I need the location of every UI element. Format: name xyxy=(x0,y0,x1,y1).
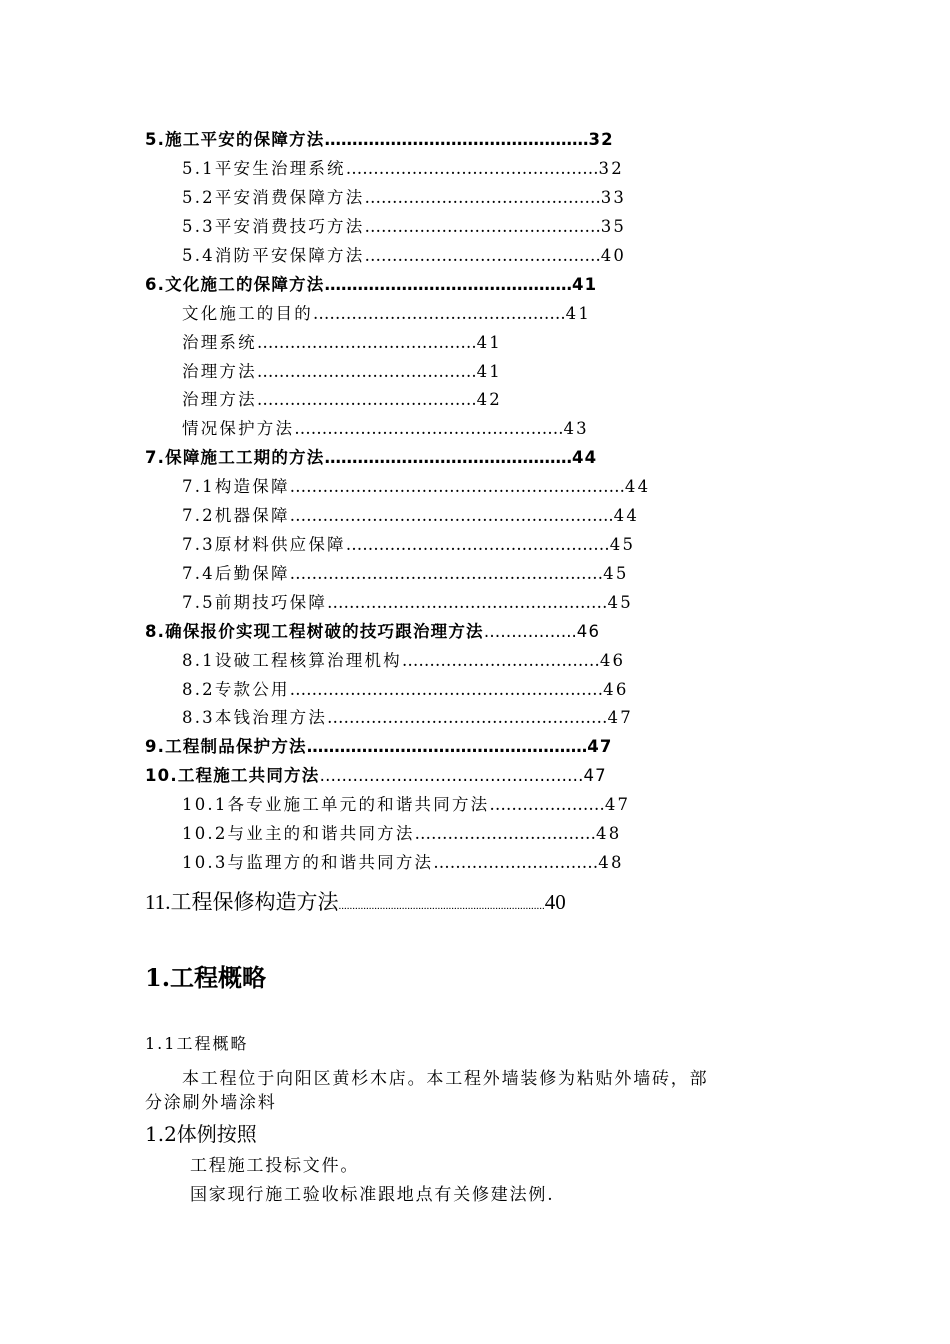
toc-page: 44 xyxy=(624,477,651,496)
toc-title: 治理方法 xyxy=(182,362,257,381)
toc-page: 48 xyxy=(596,824,622,843)
toc-title: 7.4后勤保障 xyxy=(182,564,290,583)
toc-title: 7.2机器保障 xyxy=(182,506,290,525)
toc-title: 10.1各专业施工单元的和谐共同方法 xyxy=(182,795,490,814)
toc-page: 43 xyxy=(563,419,589,438)
toc-leader: ………………………………………………… xyxy=(289,564,604,583)
toc-leader: ………………… xyxy=(489,795,605,814)
toc-title: 7.保障施工工期的方法 xyxy=(145,448,325,467)
subsection-heading: 1.2体例按照 xyxy=(145,1122,257,1146)
toc-leader: ………………………………………………….. xyxy=(289,506,614,525)
toc-title: 5.1平安生治理系统 xyxy=(182,159,346,178)
toc-entry[interactable] xyxy=(182,386,502,410)
toc-page: 42 xyxy=(476,390,502,409)
toc-page: 48 xyxy=(598,853,624,872)
toc-title: 7.5前期技巧保障 xyxy=(182,593,328,612)
toc-leader: ………………………… xyxy=(433,853,599,872)
toc-page: 47 xyxy=(587,737,613,756)
toc-page: 40 xyxy=(544,890,566,914)
toc-title: 5.3平安消费技巧方法 xyxy=(182,217,365,236)
toc-leader: ………………………………………. xyxy=(345,159,599,178)
toc-title: 8.确保报价实现工程树破的技巧跟治理方法 xyxy=(145,622,484,641)
toc-leader: …………………………………………… xyxy=(306,737,588,756)
toc-page: 44 xyxy=(571,448,598,467)
toc-entry[interactable] xyxy=(182,647,625,671)
toc-page: 46 xyxy=(603,680,629,699)
toc-page: 35 xyxy=(600,217,627,236)
toc-entry[interactable] xyxy=(145,733,613,757)
toc-leader: …………………………………. xyxy=(256,362,477,381)
toc-title: 5.2平安消费保障方法 xyxy=(182,188,365,207)
toc-leader: ………………………………………… xyxy=(345,535,610,554)
toc-title: 10.工程施工共同方法 xyxy=(145,766,320,785)
toc-title: 5.施工平安的保障方法 xyxy=(145,130,325,149)
toc-page: 41 xyxy=(565,304,592,323)
list-item: 工程施工投标文件。 xyxy=(190,1156,360,1176)
toc-entry[interactable] xyxy=(182,849,624,873)
toc-entry[interactable] xyxy=(182,704,633,728)
toc-page: 41 xyxy=(476,333,502,352)
toc-page: 32 xyxy=(598,159,624,178)
toc-leader: …………………………………………. xyxy=(294,419,564,438)
toc-leader: ........................................................................... xyxy=(338,900,545,912)
toc-entry[interactable] xyxy=(182,329,502,353)
toc-page: 47 xyxy=(607,708,633,727)
toc-title: 7.1构造保障 xyxy=(182,477,290,496)
paragraph-line: 分涂刷外墙涂料 xyxy=(145,1093,277,1113)
toc-leader: …………………………………. xyxy=(256,333,477,352)
toc-entry[interactable] xyxy=(182,184,626,208)
toc-leader: …………………………………. xyxy=(256,390,477,409)
toc-leader: ……………………………………. xyxy=(364,246,601,265)
toc-page: 41 xyxy=(476,362,502,381)
toc-page: 47 xyxy=(583,766,607,785)
toc-title: 情况保护方法 xyxy=(182,419,295,438)
toc-leader: ……………………………………. xyxy=(364,188,601,207)
toc-title: 8.2专款公用 xyxy=(182,680,290,699)
toc-page: 46 xyxy=(576,622,601,641)
toc-leader: ……………………………………… xyxy=(324,275,572,294)
toc-entry[interactable] xyxy=(182,242,626,266)
toc-entry[interactable] xyxy=(145,762,607,786)
toc-page: 44 xyxy=(613,506,640,525)
toc-entry[interactable] xyxy=(145,618,600,642)
toc-leader: ……………………………………… xyxy=(324,448,572,467)
toc-leader: ……………………………………. xyxy=(364,217,601,236)
toc-entry[interactable] xyxy=(145,886,566,916)
paragraph-line: 本工程位于向阳区黄杉木店。本工程外墙装修为粘贴外墙砖，部 xyxy=(182,1069,709,1089)
toc-entry[interactable] xyxy=(182,502,639,526)
toc-page: 47 xyxy=(604,795,631,814)
toc-title: 5.4消防平安保障方法 xyxy=(182,246,365,265)
toc-leader: ……………………………………………………. xyxy=(289,477,625,496)
toc-entry[interactable] xyxy=(182,415,589,439)
toc-leader: …………………………… xyxy=(414,824,597,843)
subsection-heading: 1.1工程概略 xyxy=(145,1034,249,1053)
toc-page: 41 xyxy=(571,275,598,294)
toc-entry[interactable] xyxy=(145,126,614,150)
toc-title: 6.文化施工的保障方法 xyxy=(145,275,325,294)
toc-leader: ………………………………………. xyxy=(312,304,566,323)
toc-entry[interactable] xyxy=(182,560,629,584)
toc-title: 7.3原材料供应保障 xyxy=(182,535,346,554)
toc-title: 8.1设破工程核算治理机构 xyxy=(182,651,402,670)
toc-leader: ………………………………………………… xyxy=(289,680,604,699)
toc-page: 45 xyxy=(607,593,633,612)
toc-title: 10.2与业主的和谐共同方法 xyxy=(182,824,415,843)
toc-page: 45 xyxy=(609,535,636,554)
toc-title: 10.3与监理方的和谐共同方法 xyxy=(182,853,434,872)
toc-entry[interactable] xyxy=(182,213,626,237)
toc-title: 治理方法 xyxy=(182,390,257,409)
toc-page: 32 xyxy=(588,130,614,149)
toc-page: 33 xyxy=(600,188,627,207)
toc-leader: ………………………………………… xyxy=(319,766,584,785)
toc-entry[interactable] xyxy=(145,444,597,468)
toc-title: 9.工程制品保护方法 xyxy=(145,737,307,756)
list-item: 国家现行施工验收标准跟地点有关修建法例. xyxy=(190,1185,555,1205)
toc-page: 45 xyxy=(603,564,629,583)
toc-entry[interactable] xyxy=(182,473,650,497)
toc-leader: …………………………………………… xyxy=(327,593,608,612)
toc-entry[interactable] xyxy=(145,271,597,295)
toc-page: 40 xyxy=(600,246,627,265)
toc-title: 11.工程保修构造方法 xyxy=(145,890,339,914)
toc-leader: ……………………………… xyxy=(401,651,600,670)
toc-entry[interactable] xyxy=(182,820,621,844)
toc-entry[interactable] xyxy=(182,155,624,179)
toc-entry[interactable] xyxy=(182,531,635,555)
toc-title: 文化施工的目的 xyxy=(182,304,313,323)
toc-entry[interactable] xyxy=(182,589,633,613)
toc-title: 治理系统 xyxy=(182,333,257,352)
toc-entry[interactable] xyxy=(182,300,591,324)
toc-leader: …………….. xyxy=(483,622,577,641)
toc-leader: …………………………………………… xyxy=(327,708,608,727)
toc-entry[interactable] xyxy=(182,791,630,815)
toc-leader: ………………………………………… xyxy=(324,130,589,149)
section-heading: 1.工程概略 xyxy=(145,963,267,992)
toc-page: 46 xyxy=(599,651,626,670)
toc-entry[interactable] xyxy=(182,676,629,700)
toc-entry[interactable] xyxy=(182,358,502,382)
toc-title: 8.3本钱治理方法 xyxy=(182,708,328,727)
